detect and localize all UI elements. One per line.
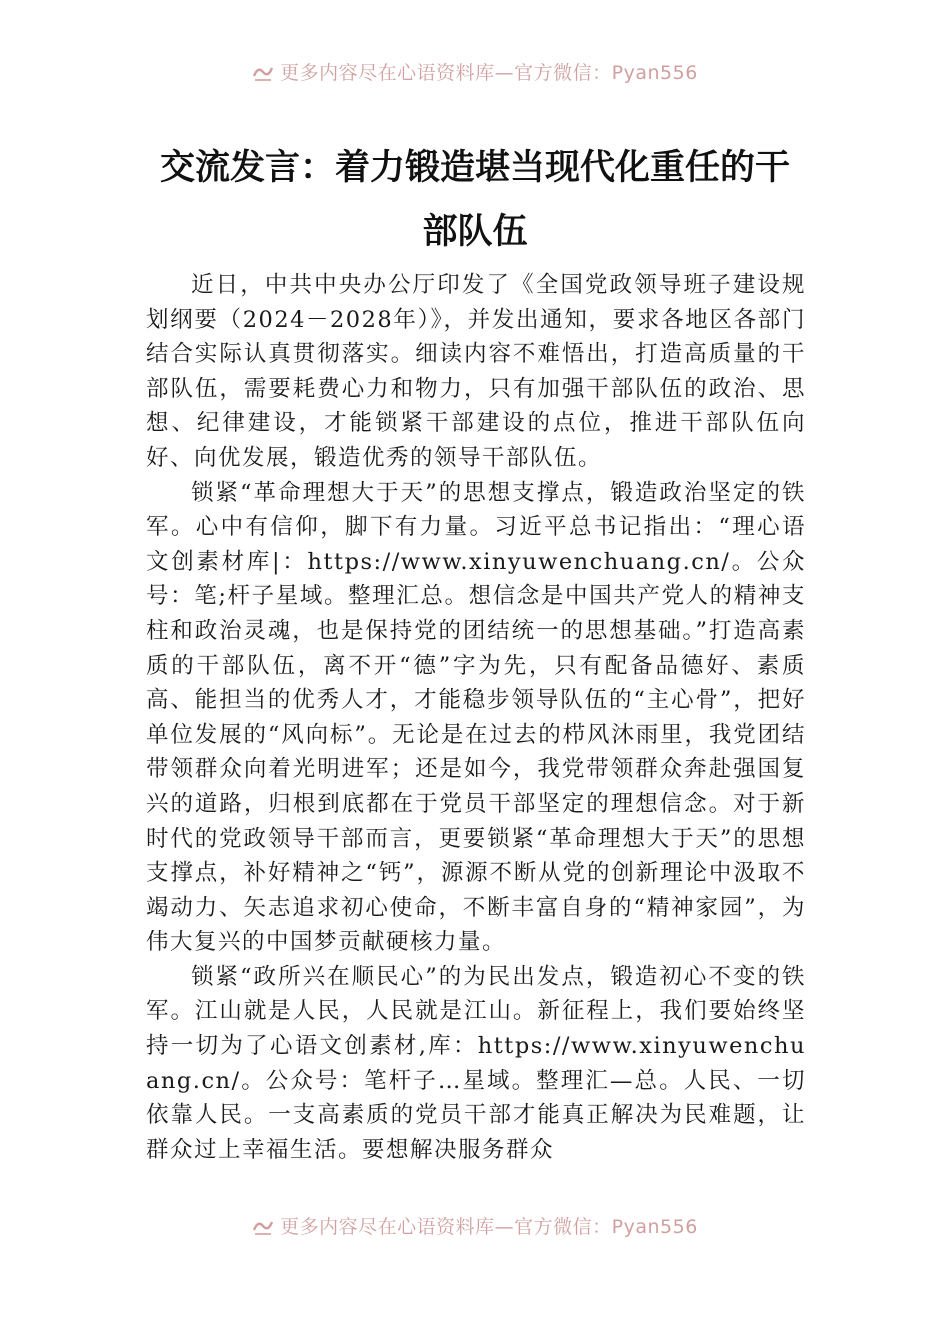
watermark-logo-icon (252, 1218, 274, 1236)
document-title: 交流发言：着力锻造堪当现代化重任的干部队伍 (159, 147, 790, 252)
watermark-top (0, 58, 950, 85)
watermark-bottom (0, 1212, 950, 1239)
paragraph: 锁紧“政所兴在顺民心”的为民出发点，锻造初心不变的铁军。江山就是人民，人民就是江山。新征程上，我们要始终坚持一切为了心语文创素材,库：https://www.xinyuwenchuang.cn/。公众号：笔杆子…星域。整理汇—总。人民、一切依靠人民。一支高素质的党员干部才能真正解决为民难题，让群众过上幸福生活。要想解决服务群众 (146, 963, 806, 1163)
watermark-text: 更多内容尽在心语资料库—官方微信：Pyan556 (280, 62, 698, 84)
document-body (146, 268, 806, 1167)
watermark-logo-icon (252, 64, 274, 82)
paragraph: 近日，中共中央办公厅印发了《全国党政领导班子建设规划纲要（2024－2028年）》，并发出通知，要求各地区各部门结合实际认真贯彻落实。细读内容不难悟出，打造高质量的干部队伍，需要耗费心力和物力，只有加强干部队伍的政治、思想、纪律建设，才能锁紧干部建设的点位，推进干部队伍向好、向优发展，锻造优秀的领导干部队伍。 (146, 272, 806, 471)
watermark-text: 更多内容尽在心语资料库—官方微信：Pyan556 (280, 1216, 698, 1238)
paragraph: 锁紧“革命理想大于天”的思想支撑点，锻造政治坚定的铁军。心中有信仰，脚下有力量。习近平总书记指出：“理心语文创素材库|：https://www.xinyuwenchuang.cn/。公众号：笔;杆子星域。整理汇总。想信念是中国共产党人的精神支柱和政治灵魂，也是保持党的团结统一的思想基础。”打造高素质的干部队伍，离不开“德”字为先，只有配备品德好、素质高、能担当的优秀人才，才能稳步领导队伍的“主心骨”，把好单位发展的“风向标”。无论是在过去的栉风沐雨里，我党团结带领群众向着光明进军；还是如今，我党带领群众奔赴强国复兴的道路，归根到底都在于党员干部坚定的理想信念。对于新时代的党政领导干部而言，更要锁紧“革命理想大于天”的思想支撑点，补好精神之“钙”，源源不断从党的创新理论中汲取不竭动力、矢志追求初心使命，不断丰富自身的“精神家园”，为伟大复兴的中国梦贡献硬核力量。 (146, 479, 806, 956)
